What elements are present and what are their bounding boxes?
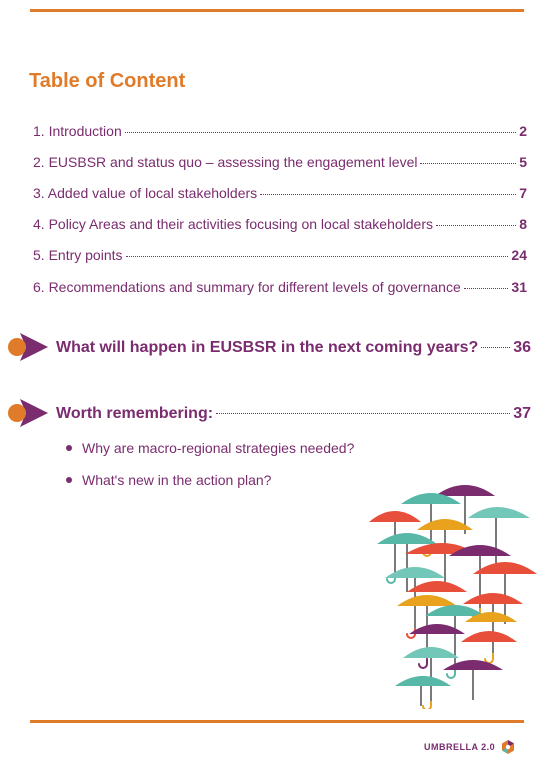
leader-dots [420, 163, 516, 164]
bottom-rule [30, 720, 524, 723]
list-item[interactable]: What's new in the action plan? [66, 469, 354, 501]
leader-dots [125, 132, 516, 133]
toc-entry-label: 6. Recommendations and summary for different levels of governance [33, 279, 461, 295]
toc-section-page: 37 [513, 405, 531, 422]
toc-entry[interactable] [33, 247, 527, 263]
toc-section-label: Worth remembering: [56, 405, 214, 422]
leader-dots [464, 288, 509, 289]
toc-entry[interactable] [33, 123, 527, 139]
page-title: Table of Content [29, 70, 186, 92]
brand-footer [424, 740, 515, 754]
toc-section-label: What will happen in EUSBSR in the next coming years? [56, 339, 479, 356]
worth-remembering-list [66, 437, 354, 501]
leader-dots [216, 413, 510, 414]
top-rule [30, 9, 524, 12]
toc-entry-page: 5 [519, 154, 527, 170]
section-arrow-icon [6, 332, 48, 362]
toc-entry-page: 2 [519, 123, 527, 139]
toc-entry-label: 2. EUSBSR and status quo – assessing the engagement level [33, 154, 418, 170]
toc-entry-page: 8 [519, 216, 527, 232]
section-arrow-icon [6, 398, 48, 428]
toc-section[interactable] [56, 339, 531, 357]
toc-entry-label: 4. Policy Areas and their activities focusing on local stakeholders [33, 216, 433, 232]
leader-dots [481, 347, 510, 348]
toc-entry[interactable] [33, 154, 527, 170]
toc-entry-page: 7 [519, 185, 527, 201]
leader-dots [260, 194, 516, 195]
umbrella-logo-icon [501, 740, 515, 754]
brand-name: UMBRELLA 2.0 [424, 742, 496, 752]
leader-dots [436, 225, 516, 226]
toc-entry-label: 3. Added value of local stakeholders [33, 185, 258, 201]
toc-entry[interactable] [33, 185, 527, 201]
list-item[interactable]: Why are macro-regional strategies needed? [66, 437, 354, 469]
umbrellas-illustration [365, 474, 540, 709]
toc-entry[interactable] [33, 216, 527, 232]
toc-entry[interactable] [33, 279, 527, 295]
toc-section-page: 36 [513, 339, 531, 356]
toc-entry-label: 5. Entry points [33, 247, 123, 263]
toc-entry-page: 24 [511, 247, 527, 263]
toc-section[interactable] [56, 405, 531, 423]
toc-entry-label: 1. Introduction [33, 123, 122, 139]
toc-entry-page: 31 [511, 279, 527, 295]
leader-dots [126, 256, 509, 257]
